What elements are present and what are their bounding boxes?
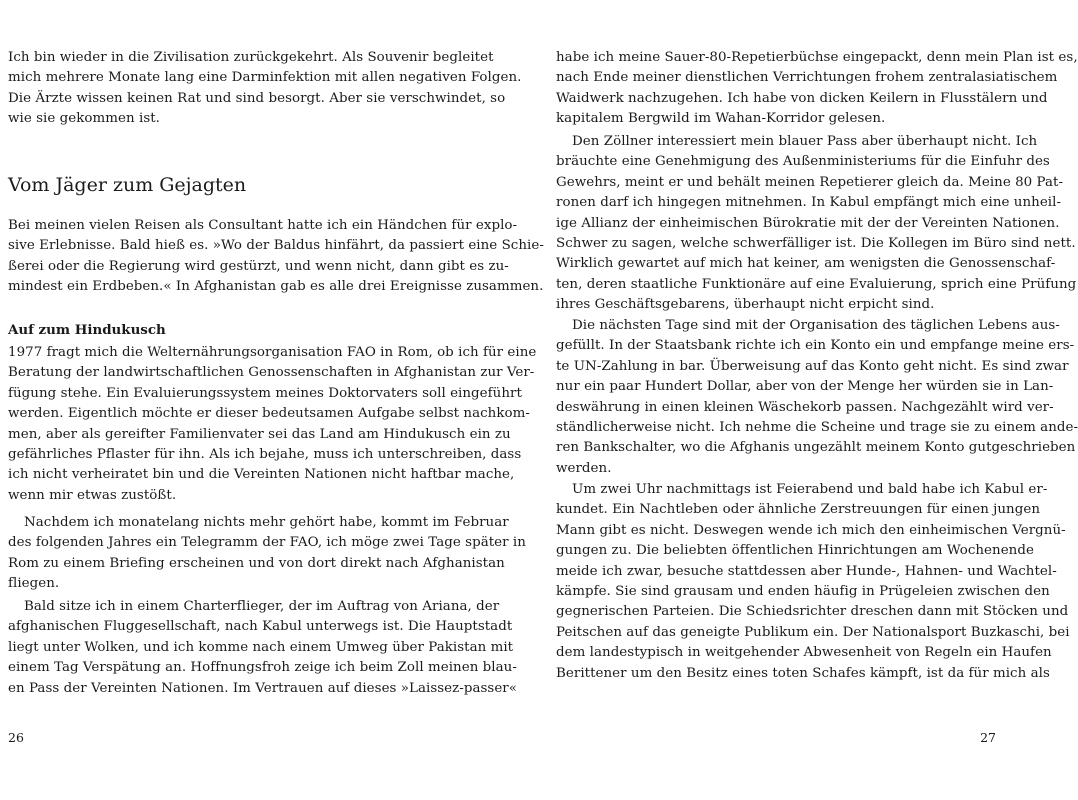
text-line: Waidwerk nachzugehen. Ich habe von dicken Keilern in Flusstälern und — [556, 90, 1048, 106]
text-line: ren Bankschalter, wo die Afghanis ungezählt meinem Konto gutgeschrieben — [556, 440, 1076, 456]
text-line: dem landestypisch in weitgehender Abwesenheit von Regeln ein Haufen — [556, 645, 1052, 661]
text-line: 1977 fragt mich die Welternährungsorganisation FAO in Rom, ob ich für eine — [8, 345, 537, 360]
body-paragraph — [556, 132, 1077, 316]
text-line: habe ich meine Sauer-80-Repetierbüchse eingepackt, denn mein Plan ist es, — [556, 50, 1078, 65]
text-line: kämpfe. Sie sind grausam und enden häufig in Prügeleien zwischen den — [556, 584, 1050, 600]
text-line: Nachdem ich monatelang nichts mehr gehört habe, kommt im Februar — [24, 515, 509, 530]
text-line: meide ich zwar, besuche stattdessen aber Hunde-, Hahnen- und Wachtel- — [556, 563, 1057, 579]
text-line: Rom zu einem Briefing erscheinen und von dort direkt nach Afghanistan — [8, 555, 505, 571]
text-line: Gewehrs, meint er und behält meinen Repetierer gleich da. Meine 80 Pat- — [556, 174, 1064, 190]
text-line: mindest ein Erdbeben.« In Afghanistan gab es alle drei Ereignisse zusammen. — [8, 279, 544, 295]
text-line: ßerei oder die Regierung wird gestürzt, und wenn nicht, dann gibt es zu- — [8, 258, 509, 274]
text-line: Bald sitze ich in einem Charterflieger, der im Auftrag von Ariana, der — [24, 599, 500, 614]
text-line: Schwer zu sagen, welche schwerfälliger ist. Die Kollegen im Büro sind nett. — [556, 236, 1076, 252]
text-line: en Pass der Vereinten Nationen. Im Vertrauen auf dieses »Laissez-passer« — [8, 680, 517, 696]
text-line: gungen zu. Die beliebten öffentlichen Hinrichtungen am Wochenende — [556, 543, 1034, 559]
right-page — [500, 0, 1078, 800]
text-line: Die Ärzte wissen keinen Rat und sind besorgt. Aber sie verschwindet, so — [8, 90, 506, 106]
text-line: gegnerischen Parteien. Die Schiedsrichter dreschen dann mit Stöcken und — [556, 604, 1069, 620]
text-line: Bei meinen vielen Reisen als Consultant hatte ich ein Händchen für explo- — [8, 218, 518, 233]
text-line: kapitalem Bergwild im Wahan-Korridor gelesen. — [556, 111, 886, 127]
body-paragraph — [556, 316, 1078, 479]
page-number: 26 — [8, 730, 24, 745]
text-line: Beratung der landwirtschaftlichen Genossenschaften in Afghanistan zur Ver- — [8, 365, 535, 381]
text-line: fügung stehe. Ein Evaluierungssystem meines Doktorvaters soll eingeführt — [8, 385, 522, 401]
chapter-intro-paragraph — [8, 216, 544, 298]
text-line: fliegen. — [8, 576, 60, 592]
page-number: 27 — [980, 730, 996, 745]
section-title: Auf zum Hindukusch — [8, 322, 166, 338]
text-line: gefährliches Pflaster für ihn. Als ich bejahe, muss ich unterschreiben, dass — [8, 447, 522, 463]
text-line: werden. Eigentlich möchte er dieser bedeutsamen Aufgabe selbst nachkom- — [8, 406, 530, 422]
text-line: kundet. Ein Nachtleben oder ähnliche Zerstreuungen für einen jungen — [556, 502, 1040, 518]
text-line: mich mehrere Monate lang eine Darminfektion mit allen negativen Folgen. — [8, 70, 522, 86]
text-line: ronen darf ich hingegen mitnehmen. In Kabul empfängt mich eine unheil- — [556, 195, 1062, 211]
text-line: einem Tag Verspätung an. Hoffnungsfroh zeige ich beim Zoll meinen blau- — [8, 660, 517, 676]
text-line: Die nächsten Tage sind mit der Organisation des täglichen Lebens aus- — [572, 318, 1060, 333]
text-line: wenn mir etwas zustößt. — [8, 487, 177, 503]
chapter-title: Vom Jäger zum Gejagten — [8, 174, 247, 196]
body-paragraph — [8, 343, 537, 506]
text-line: ihres Geschäftsgebarens, überhaupt nicht erpicht sind. — [556, 297, 935, 313]
text-line: afghanischen Fluggesellschaft, nach Kabul unterwegs ist. Die Hauptstadt — [8, 619, 513, 635]
text-line: des folgenden Jahres ein Telegramm der FAO, ich möge zwei Tage später in — [8, 535, 526, 551]
text-line: sive Erlebnisse. Bald hieß es. »Wo der Baldus hinfährt, da passiert eine Schie- — [8, 238, 544, 254]
body-paragraph — [556, 480, 1070, 684]
text-line: Berittener um den Besitz eines toten Schafes kämpft, ist da für mich als — [556, 665, 1050, 681]
text-line: nach Ende meiner dienstlichen Verrichtungen frohem zentralasiatischem — [556, 70, 1058, 86]
text-line: gefüllt. In der Staatsbank richte ich ein Konto ein und empfange meine ers- — [556, 338, 1075, 354]
text-line: ständlicherweise nicht. Ich nehme die Scheine und trage sie zu einem ande- — [556, 420, 1078, 436]
text-line: ten, deren staatliche Funktionäre auf eine Evaluierung, sprich eine Prüfung — [556, 276, 1077, 292]
text-line: werden. — [556, 460, 612, 476]
text-line: ich nicht verheiratet bin und die Vereinten Nationen nicht haftbar mache, — [8, 467, 515, 483]
body-paragraph — [8, 513, 526, 595]
body-paragraph — [556, 48, 1078, 130]
text-line: Den Zöllner interessiert mein blauer Pass aber überhaupt nicht. Ich — [572, 134, 1038, 149]
text-line: wie sie gekommen ist. — [8, 111, 160, 127]
text-line: liegt unter Wolken, und ich komme nach einem Umweg über Pakistan mit — [8, 639, 514, 655]
text-line: Ich bin wieder in die Zivilisation zurückgekehrt. Als Souvenir begleitet — [8, 50, 494, 65]
text-line: Peitschen auf das geneigte Publikum ein. Der Nationalsport Buzkaschi, bei — [556, 624, 1070, 640]
text-line: nur ein paar Hundert Dollar, aber von der Menge her würden sie in Lan- — [556, 379, 1054, 395]
text-line: men, aber als gereifter Familienvater sei das Land am Hindukusch ein zu — [8, 426, 511, 442]
text-line: bräuchte eine Genehmigung des Außenministeriums für die Einfuhr des — [556, 154, 1050, 170]
text-line: ige Allianz der einheimischen Bürokratie mit der der Vereinten Nationen. — [556, 215, 1060, 231]
text-line: Mann gibt es nicht. Deswegen wende ich mich den einheimischen Vergnü- — [556, 522, 1066, 538]
text-line: Um zwei Uhr nachmittags ist Feierabend und bald habe ich Kabul er- — [572, 482, 1048, 497]
intro-paragraph — [8, 48, 522, 130]
body-paragraph — [8, 597, 517, 699]
text-line: te UN-Zahlung in bar. Überweisung auf das Konto geht nicht. Es sind zwar — [556, 358, 1069, 374]
text-line: Wirklich gewartet auf mich hat keiner, am wenigsten die Genossenschaf- — [556, 256, 1056, 272]
text-line: deswährung in einen kleinen Wäschekorb passen. Nachgezählt wird ver- — [556, 399, 1054, 415]
